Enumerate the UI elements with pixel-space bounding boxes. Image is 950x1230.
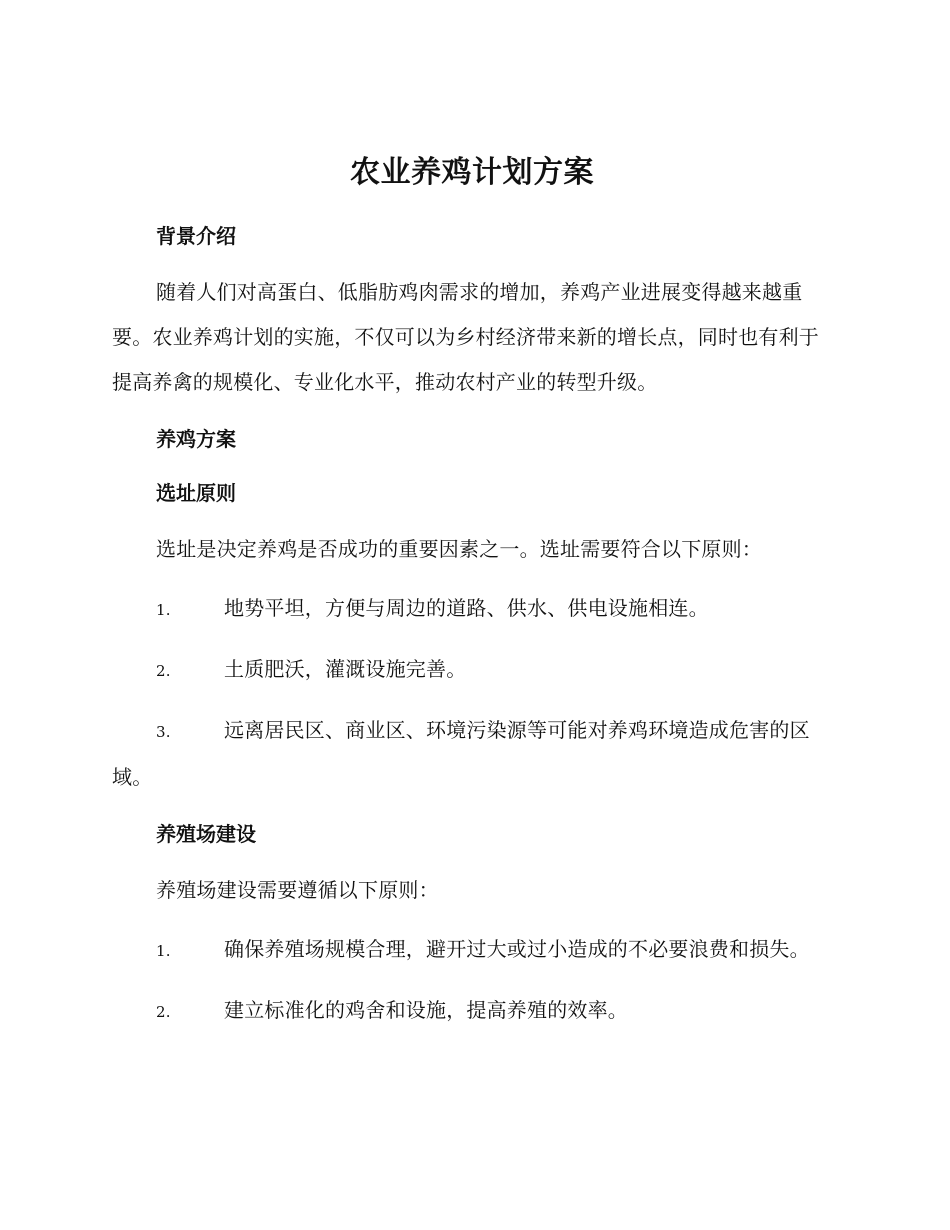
spacer bbox=[112, 800, 832, 814]
list-item-text: 建立标准化的鸡舍和设施，提高养殖的效率。 bbox=[224, 998, 628, 1022]
spacer bbox=[112, 513, 832, 527]
spacer bbox=[112, 913, 832, 927]
list-item-text: 土质肥沃，灌溉设施完善。 bbox=[224, 657, 467, 681]
list-item-text: 确保养殖场规模合理，避开过大或过小造成的不必要浪费和损失。 bbox=[224, 937, 810, 961]
spacer bbox=[112, 854, 832, 868]
section-heading-site: 选址原则 bbox=[156, 481, 236, 505]
list-item bbox=[112, 988, 832, 1035]
section-heading-plan: 养鸡方案 bbox=[156, 427, 236, 451]
list-item bbox=[112, 708, 832, 800]
list-number: 2. bbox=[156, 1003, 171, 1021]
spacer bbox=[112, 572, 832, 586]
spacer bbox=[112, 974, 832, 988]
spacer bbox=[112, 459, 832, 473]
spacer bbox=[112, 633, 832, 647]
site-intro-paragraph: 选址是决定养鸡是否成功的重要因素之一。选址需要符合以下原则： bbox=[156, 537, 762, 561]
list-item bbox=[112, 586, 832, 633]
section-heading-background: 背景介绍 bbox=[156, 224, 236, 248]
list-number: 1. bbox=[156, 942, 171, 960]
spacer bbox=[112, 405, 832, 419]
list-number: 1. bbox=[156, 601, 171, 619]
list-number: 3. bbox=[156, 723, 171, 741]
spacer bbox=[112, 694, 832, 708]
list-item-text: 地势平坦，方便与周边的道路、供水、供电设施相连。 bbox=[224, 596, 709, 620]
document-title: 农业养鸡计划方案 bbox=[350, 155, 594, 190]
spacer bbox=[112, 204, 832, 216]
background-paragraph: 随着人们对高蛋白、低脂肪鸡肉需求的增加，养鸡产业进展变得越来越重要。农业养鸡计划的实施，不仅可以为乡村经济带来新的增长点，同时也有利于提高养禽的规模化、专业化水平，推动农村产业的转型升级。 bbox=[112, 280, 819, 394]
list-number: 2. bbox=[156, 662, 171, 680]
section-heading-farm: 养殖场建设 bbox=[156, 822, 256, 846]
farm-intro-paragraph: 养殖场建设需要遵循以下原则： bbox=[156, 878, 439, 902]
list-item bbox=[112, 927, 832, 974]
list-item-text: 远离居民区、商业区、环境污染源等可能对养鸡环境造成危害的区域。 bbox=[112, 718, 810, 789]
document-body bbox=[112, 142, 832, 1035]
list-item bbox=[112, 647, 832, 694]
spacer bbox=[112, 256, 832, 270]
